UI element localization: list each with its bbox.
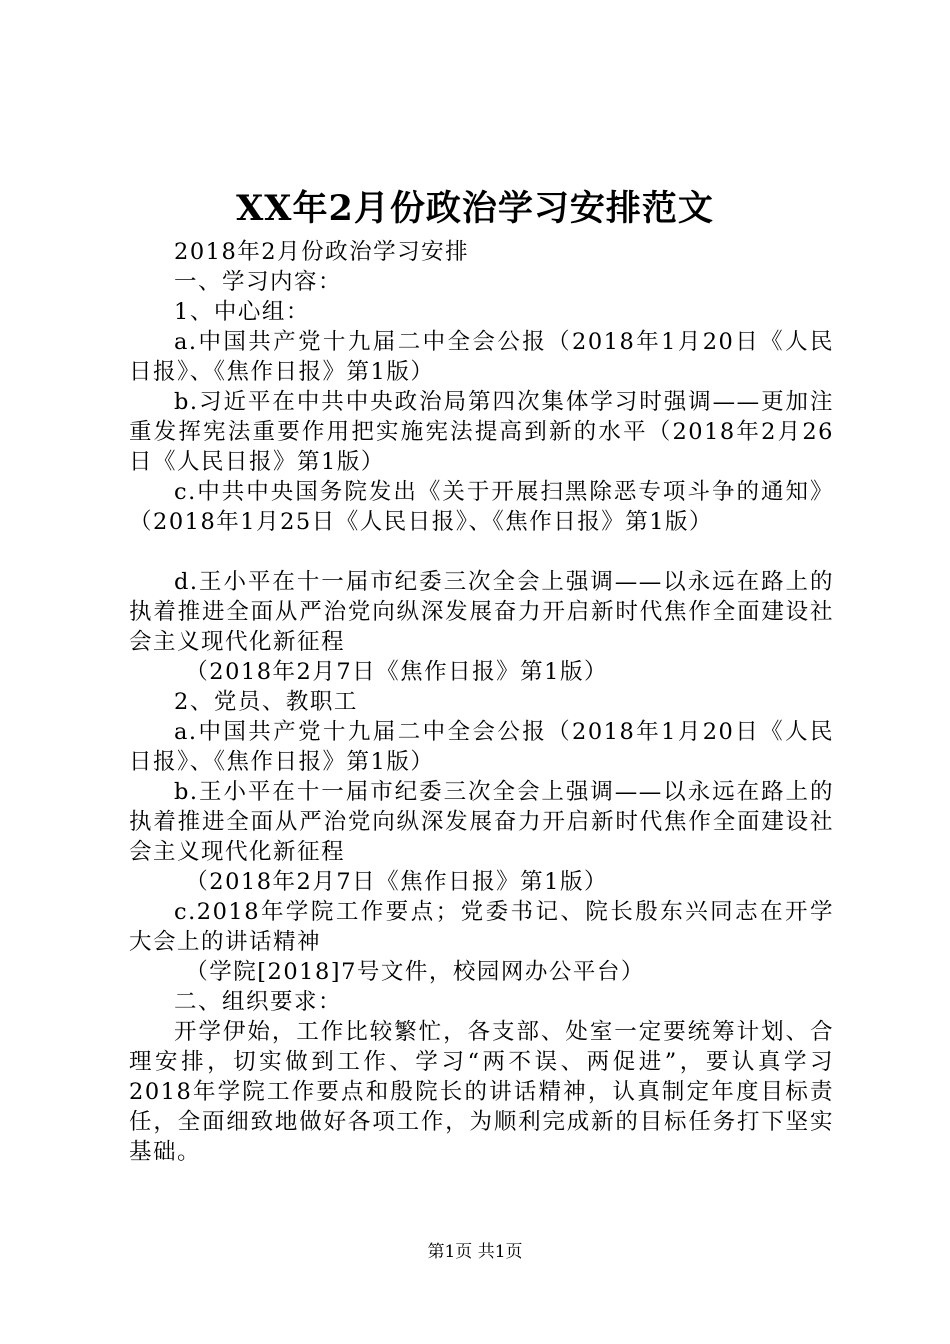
source-reference: （2018年2月7日《焦作日报》第1版） — [185, 659, 608, 685]
document-title: XX年2月份政治学习安排范文 — [236, 188, 714, 229]
list-item: a.中国共产党十九届二中全会公报（2018年1月20日《人民日报》、《焦作日报》第1版） — [129, 719, 834, 775]
source-reference: （学院[2018]7号文件，校园网办公平台） — [185, 959, 645, 985]
document-body — [129, 237, 834, 1167]
list-item: d.王小平在十一届市纪委三次全会上强调——以永远在路上的执着推进全面从严治党向纵深发展奋力开启新时代焦作全面建设社会主义现代化新征程 — [129, 569, 834, 655]
list-item: a.中国共产党十九届二中全会公报（2018年1月20日《人民日报》、《焦作日报》第1版） — [129, 329, 834, 385]
list-item: b.习近平在中共中央政治局第四次集体学习时强调——更加注重发挥宪法重要作用把实施宪法提高到新的水平（2018年2月26日《人民日报》第1版） — [129, 389, 834, 475]
paragraph-requirements: 开学伊始，工作比较繁忙，各支部、处室一定要统筹计划、合理安排，切实做到工作、学习“两不误、两促进”，要认真学习2018年学院工作要点和殷院长的讲话精神，认真制定年度目标责任，全面细致地做好各项工作，为顺利完成新的目标任务打下坚实基础。 — [129, 1019, 834, 1165]
heading-study-content: 一、学习内容： — [174, 269, 343, 295]
list-item: c.中共中央国务院发出《关于开展扫黑除恶专项斗争的通知》（2018年1月25日《人民日报》、《焦作日报》第1版） — [129, 479, 834, 535]
heading-party-members: 2、党员、教职工 — [174, 689, 358, 715]
heading-central-group: 1、中心组： — [174, 299, 310, 325]
page-footer: 第1页 共1页 — [427, 1242, 523, 1262]
list-item: c.2018年学院工作要点；党委书记、院长殷东兴同志在开学大会上的讲话精神 — [129, 899, 834, 955]
blank-line — [129, 537, 834, 567]
source-reference: （2018年2月7日《焦作日报》第1版） — [185, 869, 608, 895]
heading-organization-requirements: 二、组织要求： — [174, 989, 343, 1015]
paragraph-subtitle: 2018年2月份政治学习安排 — [174, 239, 470, 265]
list-item: b.王小平在十一届市纪委三次全会上强调——以永远在路上的执着推进全面从严治党向纵深发展奋力开启新时代焦作全面建设社会主义现代化新征程 — [129, 779, 834, 865]
